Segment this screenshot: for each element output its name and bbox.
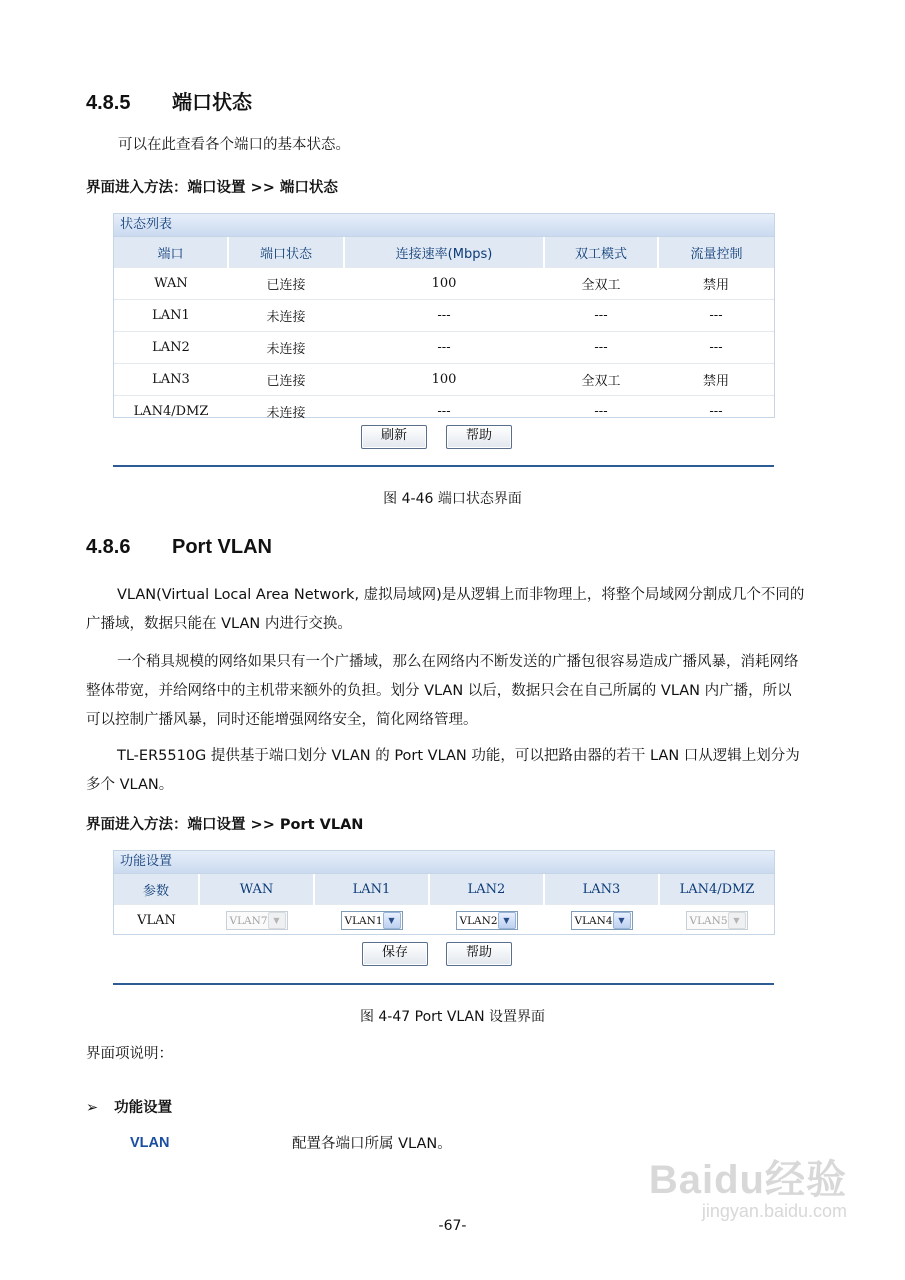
cell-lan2 [429,905,544,937]
panel-title: 功能设置 [114,851,774,874]
cell-flow: --- [658,300,774,332]
cell-status: 未连接 [228,396,344,428]
refresh-button[interactable]: 刷新 [361,425,427,449]
bullet-label: 功能设置 [114,1100,173,1116]
cell-lan3 [544,905,659,937]
cell-status: 已连接 [228,268,344,300]
table-row [114,332,774,364]
cell-duplex: 全双工 [544,364,658,396]
section-title: Port VLAN [172,536,272,558]
table-row [114,364,774,396]
cell-port: WAN [114,268,228,300]
function-settings-panel [113,850,775,935]
cell-lan1 [314,905,429,937]
col-header: LAN3 [544,874,659,905]
col-header: WAN [199,874,314,905]
definition-term: VLAN [130,1135,170,1151]
vlan-select-lan4dmz [686,911,748,930]
col-header: 连接速率(Mbps) [344,237,544,268]
cell-status: 未连接 [228,300,344,332]
table-row [114,300,774,332]
nav-path: 界面进入方法：端口设置 >> 端口状态 [86,180,338,196]
col-header: 端口状态 [228,237,344,268]
col-header: 端口 [114,237,228,268]
table-row [114,905,774,937]
bullet-item [86,1096,172,1117]
vlan-select-wan [226,911,288,930]
vlan-select-lan3[interactable] [571,911,633,930]
watermark-brand: Baidu经验 [648,1158,847,1202]
cell-speed: --- [344,332,544,364]
vlan-select-lan1[interactable] [341,911,403,930]
col-header: LAN1 [314,874,429,905]
select-value: VLAN2 [459,914,498,927]
figure-caption: 图 4-47 Port VLAN 设置界面 [359,1009,546,1025]
cell-flow: --- [658,332,774,364]
cell-port: LAN2 [114,332,228,364]
cell-flow: --- [658,396,774,428]
paragraph: 一个稍具规模的网络如果只有一个广播域，那么在网络内不断发送的广播包很容易造成广播风暴，消耗网络整体带宽，并给网络中的主机带来额外的负担。划分 VLAN 以后，数据只会在自己所属的 VLAN 内广播，所以可以控制广播风暴，同时还能增强网络安全，简化网络管理。 [86,654,799,728]
definition-desc: 配置各端口所属 VLAN。 [292,1136,452,1152]
chevron-down-icon: ▼ [728,912,746,929]
col-header: LAN2 [429,874,544,905]
select-value: VLAN4 [574,914,613,927]
status-list-panel [113,213,775,421]
intro-text: 可以在此查看各个端口的基本状态。 [118,137,350,153]
cell-speed: 100 [344,268,544,300]
save-button[interactable]: 保存 [362,942,428,966]
cell-duplex: --- [544,332,658,364]
section-heading-486 [86,536,272,559]
cell-flow: 禁用 [658,364,774,396]
cell-speed: --- [344,300,544,332]
cell-status: 已连接 [228,364,344,396]
col-header: LAN4/DMZ [659,874,774,905]
table-row [114,396,774,428]
cell-port: LAN3 [114,364,228,396]
watermark-url: jingyan.baidu.com [701,1201,847,1221]
row-label: VLAN [114,905,199,937]
section-number: 4.8.5 [86,92,131,114]
paragraph: VLAN(Virtual Local Area Network, 虚拟局域网)是从逻辑上而非物理上，将整个局域网分割成几个不同的广播域，数据只能在 VLAN 内进行交换。 [86,587,805,632]
vlan-table [114,874,774,936]
paragraph: TL-ER5510G 提供基于端口划分 VLAN 的 Port VLAN 功能，可以把路由器的若干 LAN 口从逻辑上划分为多个 VLAN。 [86,748,800,793]
panel-title: 状态列表 [114,214,774,237]
cell-speed: 100 [344,364,544,396]
select-value: VLAN5 [689,914,728,927]
table-header-row [114,874,774,905]
chevron-down-icon: ▼ [268,912,286,929]
arrow-bullet-icon: ➢ [86,1100,99,1116]
items-title: 界面项说明： [86,1046,173,1062]
table-row [114,268,774,300]
figure-caption: 图 4-46 端口状态界面 [383,491,522,507]
status-table [114,237,774,427]
cell-duplex: 全双工 [544,268,658,300]
section-title: 端口状态 [172,92,252,114]
cell-flow: 禁用 [658,268,774,300]
chevron-down-icon[interactable]: ▼ [498,912,516,929]
select-value: VLAN7 [229,914,268,927]
page-number: -67- [438,1218,467,1234]
col-header: 双工模式 [544,237,658,268]
vlan-select-lan2[interactable] [456,911,518,930]
chevron-down-icon[interactable]: ▼ [383,912,401,929]
cell-duplex: --- [544,396,658,428]
cell-port: LAN1 [114,300,228,332]
cell-duplex: --- [544,300,658,332]
section-heading-485 [86,86,252,115]
panel-divider [113,465,774,467]
baidu-watermark [649,1148,847,1222]
select-value: VLAN1 [344,914,383,927]
help-button[interactable]: 帮助 [446,942,512,966]
cell-wan [199,905,314,937]
section-number: 4.8.6 [86,536,131,558]
cell-speed: --- [344,396,544,428]
col-header: 流量控制 [658,237,774,268]
panel-divider [113,983,774,985]
cell-lan4dmz [659,905,774,937]
nav-path: 界面进入方法：端口设置 >> Port VLAN [86,817,364,833]
table-header-row [114,237,774,268]
chevron-down-icon[interactable]: ▼ [613,912,631,929]
cell-status: 未连接 [228,332,344,364]
col-header: 参数 [114,874,199,905]
help-button[interactable]: 帮助 [446,425,512,449]
cell-port: LAN4/DMZ [114,396,228,428]
